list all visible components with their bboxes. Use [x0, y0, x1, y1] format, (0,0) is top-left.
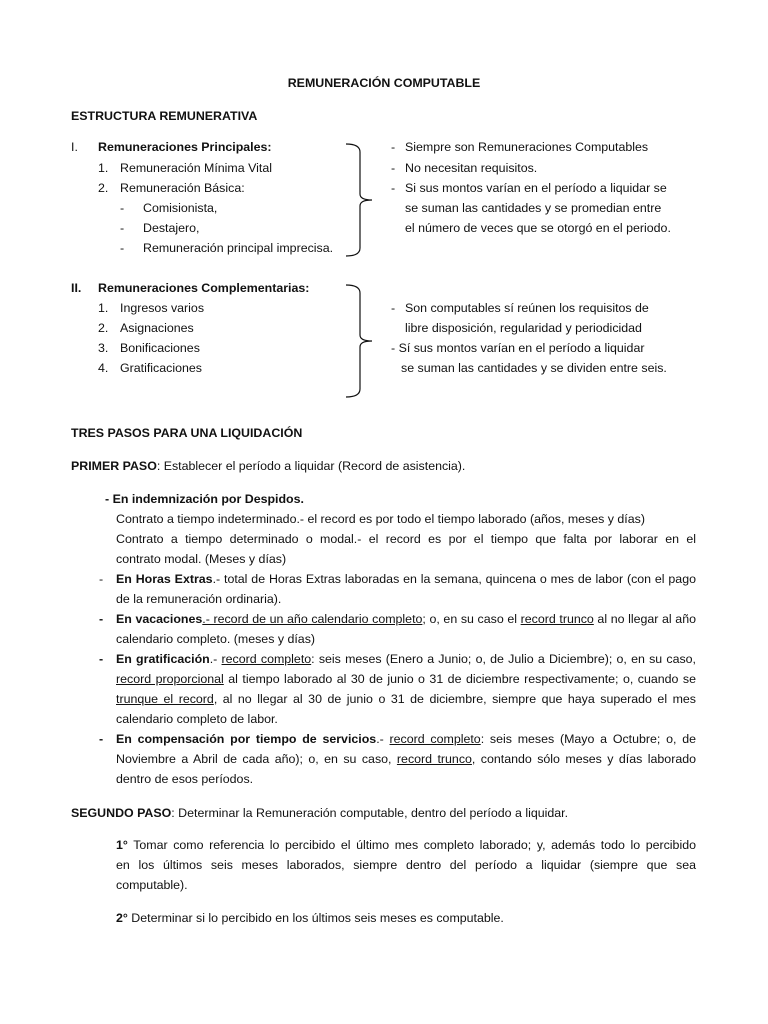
principales-heading: Remuneraciones Principales:: [98, 140, 272, 154]
list-number: 2.: [98, 321, 109, 335]
bullet-dash: -: [120, 241, 125, 255]
page-title: REMUNERACIÓN COMPUTABLE: [287, 76, 481, 90]
paragraph-line: dentro de esos períodos.: [116, 772, 254, 786]
cts-line: Noviembre a Abril de cada año); o, en su caso, record trunco, contando sólo meses y días laborado: [116, 752, 696, 766]
bullet-dash: -: [99, 572, 104, 586]
complementarias-heading: Remuneraciones Complementarias:: [98, 281, 310, 295]
note-dash: -: [391, 140, 396, 154]
note-text: No necesitan requisitos.: [405, 161, 538, 175]
bullet-dash: -: [120, 221, 125, 235]
list-item: Bonificaciones: [120, 341, 200, 355]
note-text: se suman las cantidades y se dividen entre seis.: [401, 361, 667, 375]
right-brace-complementarias: [342, 283, 380, 399]
note-text: Si sus montos varían en el período a liquidar se: [405, 181, 667, 195]
note-text: se suman las cantidades y se promedian entre: [405, 201, 662, 215]
note-dash: -: [391, 161, 396, 175]
paragraph-line: contrato modal. (Meses y días): [116, 552, 287, 566]
list-number: 1.: [98, 161, 109, 175]
list-number: 2.: [98, 181, 109, 195]
vacaciones-line: En vacaciones.- record de un año calendario completo; o, en su caso el record trunco al no llegar al año: [116, 612, 696, 626]
bullet-dash: -: [120, 201, 125, 215]
horas-extras-line: En Horas Extras.- total de Horas Extras laboradas en la semana, quincena o mes de labor (con el pago: [116, 572, 696, 586]
gratificacion-line: En gratificación.- record completo: seis meses (Enero a Junio; o, de Julio a Diciembre); o, en su caso,: [116, 652, 696, 666]
section-heading-estructura: ESTRUCTURA REMUNERATIVA: [71, 109, 258, 123]
note-text: libre disposición, regularidad y periodicidad: [405, 321, 642, 335]
list-item: Gratificaciones: [120, 361, 202, 375]
sub-list-item: Destajero,: [143, 221, 200, 235]
list-item: Asignaciones: [120, 321, 194, 335]
bullet-dash: -: [99, 612, 104, 626]
list-item: Remuneración Básica:: [120, 181, 245, 195]
note-dash: -: [391, 181, 396, 195]
note-text: Son computables sí reúnen los requisitos de: [405, 301, 649, 315]
sub-list-item: Remuneración principal imprecisa.: [143, 241, 334, 255]
paragraph-line: de la remuneración ordinaria).: [116, 592, 282, 606]
note-dash: -: [391, 301, 396, 315]
numeral-ii: II.: [71, 281, 82, 295]
bullet-dash: -: [99, 652, 104, 666]
paragraph-line: calendario completo de labor.: [116, 712, 278, 726]
despidos-heading: - En indemnización por Despidos.: [105, 492, 304, 506]
paragraph-line: en los últimos seis meses laborados, siempre dentro del período a liquidar (siempre que sea: [116, 858, 696, 872]
numeral-i: I.: [71, 140, 78, 154]
paragraph-line: computable).: [116, 878, 188, 892]
segundo-paso: SEGUNDO PASO: Determinar la Remuneración computable, dentro del período a liquidar.: [71, 806, 569, 820]
list-number: 1.: [98, 301, 109, 315]
bullet-dash: -: [99, 732, 104, 746]
note-text: - Sí sus montos varían en el período a liquidar: [391, 341, 645, 355]
segundo-paso-point-2: 2° Determinar si lo percibido en los últimos seis meses es computable.: [116, 911, 504, 925]
list-number: 3.: [98, 341, 109, 355]
paragraph-line: Contrato a tiempo determinado o modal.- el record es por el tiempo que falta por laborar en el: [116, 532, 696, 546]
primer-paso: PRIMER PASO: Establecer el período a liquidar (Record de asistencia).: [71, 459, 466, 473]
note-text: Siempre son Remuneraciones Computables: [405, 140, 649, 154]
paragraph-line: Contrato a tiempo indeterminado.- el record es por todo el tiempo laborado (años, meses y días): [116, 512, 645, 526]
paragraph-line: calendario completo. (meses y días): [116, 632, 316, 646]
note-text: el número de veces que se otorgó en el periodo.: [405, 221, 671, 235]
cts-line: En compensación por tiempo de servicios.- record completo: seis meses (Mayo a Octubre; o, de: [116, 732, 696, 746]
list-item: Ingresos varios: [120, 301, 205, 315]
gratificacion-line: trunque el record, al no llegar al 30 de junio o 31 de diciembre, siempre que haya superado el mes: [116, 692, 696, 706]
sub-list-item: Comisionista,: [143, 201, 218, 215]
gratificacion-line: record proporcional al tiempo laborado al 30 de junio o 31 de diciembre respectivamente; o, cuando se: [116, 672, 696, 686]
section-heading-pasos: TRES PASOS PARA UNA LIQUIDACIÓN: [71, 426, 303, 440]
right-brace-principales: [342, 142, 380, 258]
list-number: 4.: [98, 361, 109, 375]
list-item: Remuneración Mínima Vital: [120, 161, 272, 175]
segundo-paso-point-1: 1° Tomar como referencia lo percibido el último mes completo laborado; y, además todo lo percibido: [116, 838, 696, 852]
